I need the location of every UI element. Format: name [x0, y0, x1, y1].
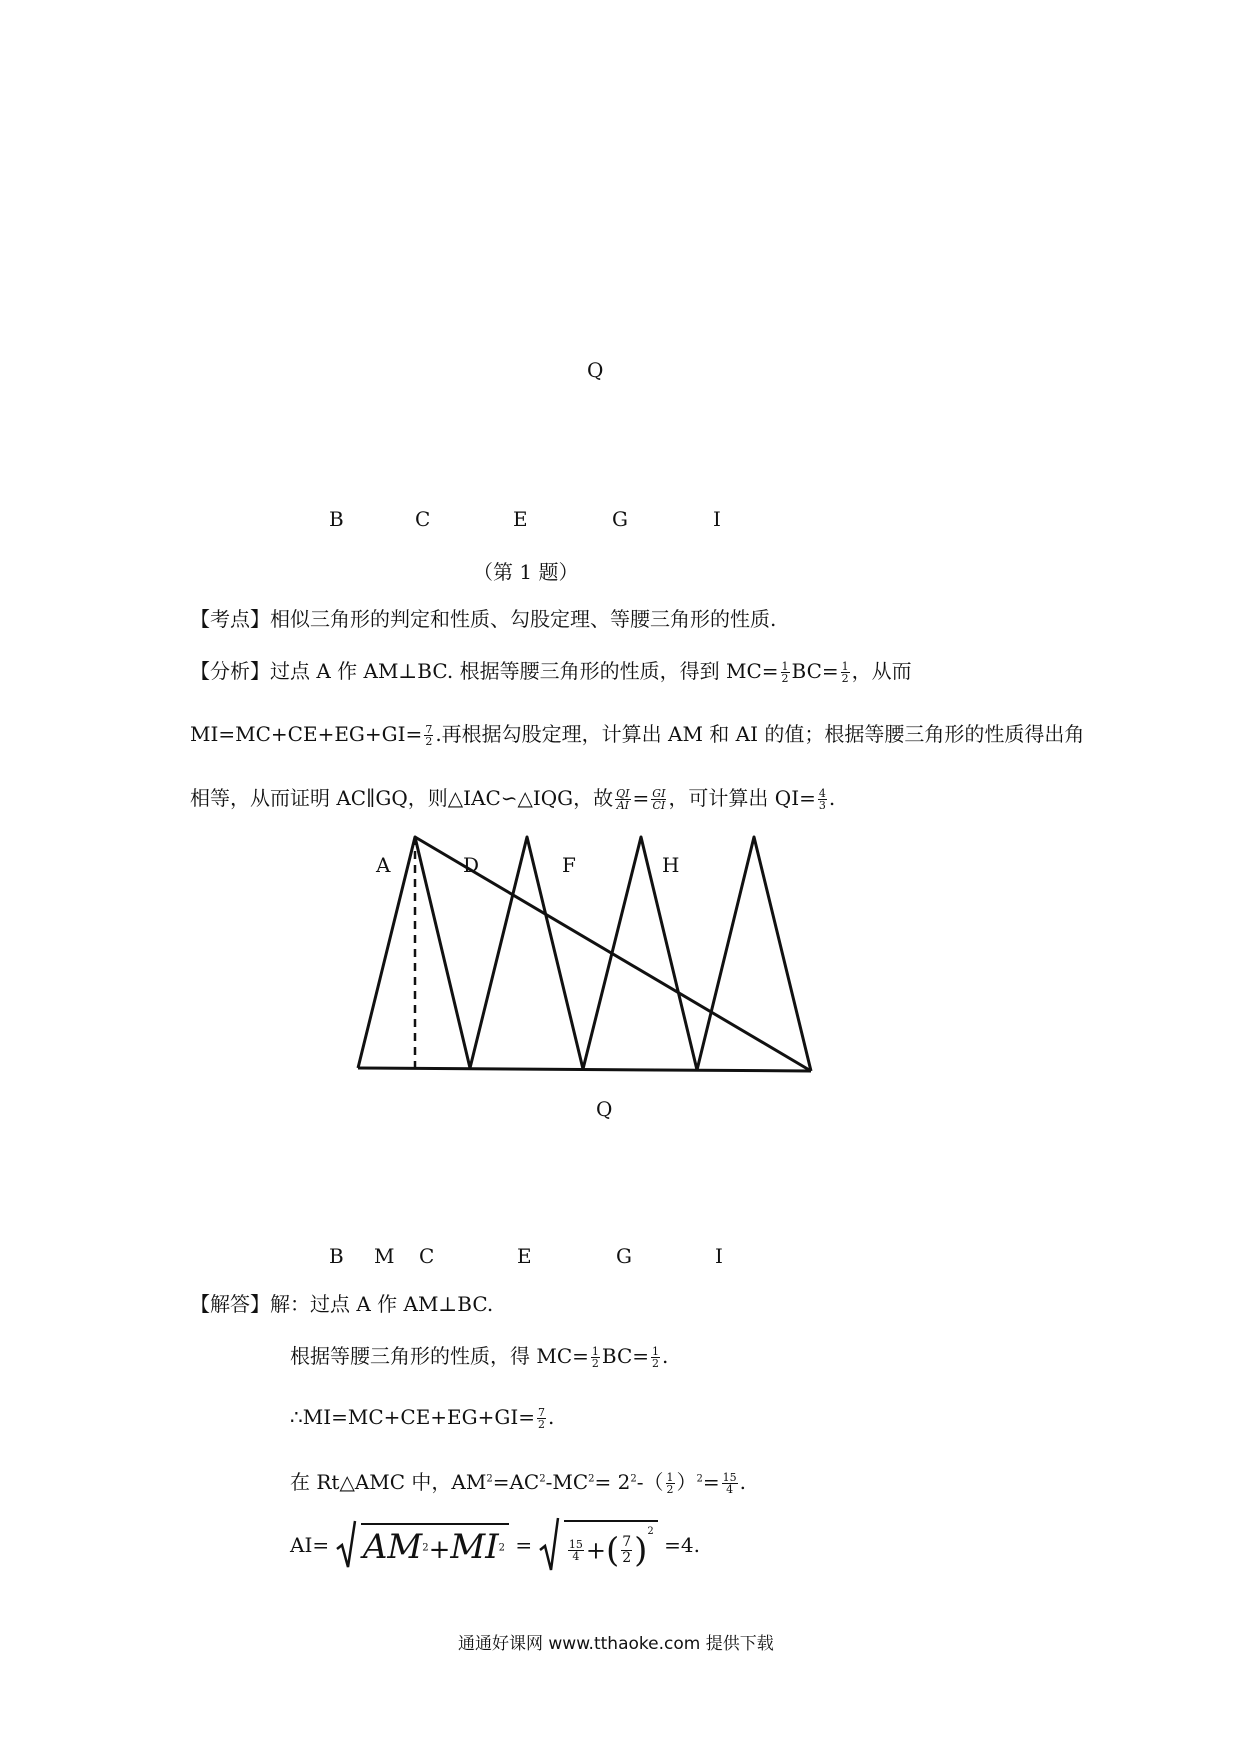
step4-sup-am: 2	[422, 1542, 429, 1554]
step4-plus-2: +	[585, 1536, 606, 1565]
figure2-label-f: F	[562, 853, 576, 877]
step4-sup-paren: 2	[647, 1525, 654, 1537]
jieda-step-4	[290, 1516, 700, 1576]
fenxi-text-1b: BC=	[791, 659, 839, 683]
jieda-tag: 【解答】	[190, 1292, 270, 1316]
figure1-caption: （第 1 题）	[473, 560, 579, 584]
step1-text-b: BC=	[601, 1344, 650, 1368]
jieda-step-1	[290, 1340, 668, 1369]
step3-sup-4: 2	[630, 1473, 637, 1485]
step3-sup-2: 2	[539, 1473, 546, 1485]
figure1-label-e: E	[513, 507, 528, 531]
step3-text-e: -（	[636, 1470, 664, 1494]
step4-plus-1: +	[428, 1535, 451, 1565]
step4-fraction-fifteen-quarters: $\frac{15}{4}$	[568, 1537, 583, 1563]
figure2-label-m: M	[374, 1244, 395, 1268]
figure2-label-g: G	[616, 1244, 632, 1268]
radical-sign-2	[538, 1516, 560, 1574]
figure1-label-g: G	[612, 507, 628, 531]
jieda-intro	[190, 1288, 493, 1317]
fraction-seven-half: $\frac{7}{2}$	[425, 723, 433, 748]
step3-text-f: ）	[676, 1470, 697, 1494]
step3-text-b: =AC	[492, 1470, 540, 1494]
fenxi-text-2b: .再根据勾股定理，计算出 AM 和 AI 的值；根据等腰三角形的性质得出角	[435, 722, 1085, 746]
step4-equals: =	[515, 1533, 533, 1557]
step4-am: AM	[362, 1527, 423, 1567]
figure2-label-d: D	[463, 853, 480, 877]
triangle-efg	[583, 837, 697, 1070]
step3-text-g: =	[702, 1470, 720, 1494]
fraction-one-half: $\frac{1}{2}$	[781, 660, 789, 685]
fraction-qi-ai: $\frac{QI}{AI}$	[616, 787, 630, 812]
step3-text-d: = 2	[594, 1470, 631, 1494]
step1-fraction-half: $\frac{1}{2}$	[591, 1345, 599, 1370]
step4-mi: MI	[450, 1527, 499, 1567]
footer-source: 通通好课网 www.tthaoke.com 提供下载	[458, 1634, 774, 1654]
figure1-label-q: Q	[587, 358, 604, 382]
step4-fraction-seven-half: $\frac{7}{2}$	[622, 1533, 632, 1566]
jieda-step-3	[290, 1466, 746, 1495]
fenxi-text-3d: .	[828, 786, 836, 810]
fenxi-text-1a: 过点 A 作 AM⊥BC. 根据等腰三角形的性质，得到 MC=	[270, 659, 779, 683]
fraction-gi-ci: $\frac{GI}{CI}$	[652, 787, 666, 812]
step3-fraction-half: $\frac{1}{2}$	[666, 1471, 674, 1496]
figure2-label-a: A	[376, 853, 391, 877]
step3-text-h: .	[739, 1470, 747, 1494]
step3-text-a: 在 Rt△AMC 中，AM	[290, 1470, 487, 1494]
fenxi-text-3a: 相等，从而证明 AC∥GQ，则△IAC∽△IQG，故	[190, 786, 614, 810]
fenxi-text-1c: ，从而	[851, 659, 912, 683]
step3-text-c: -MC	[545, 1470, 589, 1494]
step4-sup-mi: 2	[498, 1542, 505, 1554]
radical-values	[538, 1516, 657, 1574]
step4-text-a: AI=	[290, 1533, 330, 1557]
fenxi-text-3b: =	[632, 786, 650, 810]
fenxi-tag: 【分析】	[190, 659, 270, 683]
jieda-step-2	[290, 1405, 554, 1430]
fraction-one-half-2: $\frac{1}{2}$	[841, 660, 849, 685]
figure2-label-q: Q	[596, 1097, 613, 1121]
step1-text-a: 根据等腰三角形的性质，得 MC=	[290, 1344, 589, 1368]
figure1-label-i: I	[713, 507, 721, 531]
step3-sup-5: 2	[696, 1473, 703, 1485]
radical-sign-1	[335, 1519, 357, 1571]
step2-text-a: ∴MI=MC+CE+EG+GI=	[290, 1405, 536, 1429]
fraction-four-thirds: $\frac{4}{3}$	[818, 787, 826, 812]
radical-am-mi	[335, 1519, 509, 1571]
figure1-label-c: C	[415, 507, 431, 531]
figure1-label-b: B	[329, 507, 344, 531]
step2-text-b: .	[548, 1405, 555, 1429]
step2-fraction-seven-half: $\frac{7}{2}$	[538, 1406, 546, 1431]
figure2-label-h: H	[662, 853, 680, 877]
step3-sup-1: 2	[486, 1473, 493, 1485]
kaodian-text: 相似三角形的判定和性质、勾股定理、等腰三角形的性质.	[270, 607, 777, 631]
step3-sup-3: 2	[588, 1473, 595, 1485]
right-paren: )	[634, 1530, 648, 1571]
figure2-label-b: B	[329, 1244, 344, 1268]
step1-fraction-half-2: $\frac{1}{2}$	[652, 1345, 660, 1370]
step3-fraction-fifteen-quarters: $\frac{15}{4}$	[722, 1471, 737, 1496]
figure2-label-c: C	[419, 1244, 435, 1268]
fenxi-text-3c: ，可计算出 QI=	[668, 786, 816, 810]
kaodian-tag: 【考点】	[190, 607, 270, 631]
step4-result: =4.	[664, 1533, 700, 1557]
jieda-intro-text: 解：过点 A 作 AM⊥BC.	[270, 1292, 494, 1316]
left-paren: (	[605, 1530, 620, 1571]
figure2-label-e: E	[517, 1244, 532, 1268]
fenxi-text-2a: MI=MC+CE+EG+GI=	[190, 722, 423, 746]
figure2-label-i: I	[715, 1244, 723, 1268]
step1-text-c: .	[662, 1344, 669, 1368]
